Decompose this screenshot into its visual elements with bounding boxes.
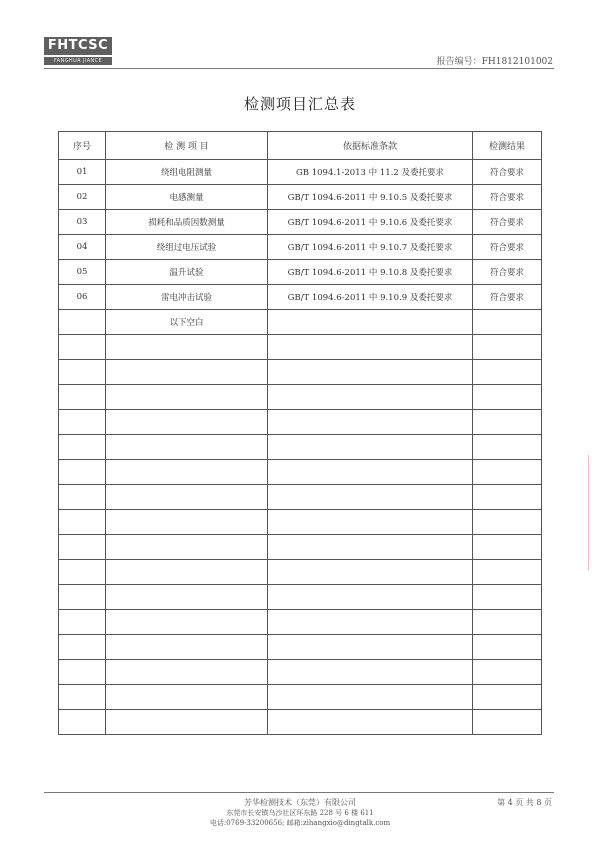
cell-number bbox=[59, 635, 106, 660]
cell-number: 05 bbox=[59, 260, 106, 285]
cell-item bbox=[106, 510, 268, 535]
table-row bbox=[59, 510, 542, 535]
cell-number bbox=[59, 360, 106, 385]
cell-result: 符合要求 bbox=[473, 210, 542, 235]
cell-number bbox=[59, 660, 106, 685]
cell-item bbox=[106, 335, 268, 360]
cell-number bbox=[59, 385, 106, 410]
cell-result bbox=[473, 710, 542, 735]
table-row bbox=[59, 710, 542, 735]
cell-result bbox=[473, 385, 542, 410]
cell-result: 符合要求 bbox=[473, 260, 542, 285]
table-row bbox=[59, 560, 542, 585]
table-row bbox=[59, 235, 542, 260]
cell-number bbox=[59, 510, 106, 535]
col-header-result: 检测结果 bbox=[473, 132, 542, 160]
cell-number bbox=[59, 710, 106, 735]
cell-item: 绕组过电压试验 bbox=[106, 235, 268, 260]
cell-standard bbox=[268, 510, 473, 535]
cell-standard: GB/T 1094.6-2011 中 9.10.8 及委托要求 bbox=[268, 260, 473, 285]
cell-item: 电感测量 bbox=[106, 185, 268, 210]
table-row bbox=[59, 410, 542, 435]
cell-result bbox=[473, 685, 542, 710]
logo-text: FHTCSC bbox=[44, 37, 112, 55]
cell-standard bbox=[268, 560, 473, 585]
logo-subtext: FANGHUA JIANCE bbox=[44, 57, 112, 65]
table-row bbox=[59, 310, 542, 335]
cell-result: 符合要求 bbox=[473, 235, 542, 260]
cell-standard bbox=[268, 460, 473, 485]
table-row bbox=[59, 260, 542, 285]
header-divider bbox=[44, 68, 554, 69]
cell-result: 符合要求 bbox=[473, 285, 542, 310]
table-header-row bbox=[59, 132, 542, 160]
cell-number bbox=[59, 585, 106, 610]
table-row bbox=[59, 610, 542, 635]
cell-result bbox=[473, 360, 542, 385]
table-row bbox=[59, 535, 542, 560]
cell-standard: GB/T 1094.6-2011 中 9.10.7 及委托要求 bbox=[268, 235, 473, 260]
footer-divider bbox=[44, 792, 554, 793]
footer-company: 芳华检测技术（东莞）有限公司 bbox=[244, 798, 356, 807]
table-row bbox=[59, 360, 542, 385]
cell-standard bbox=[268, 660, 473, 685]
cell-item bbox=[106, 410, 268, 435]
table-row bbox=[59, 485, 542, 510]
cell-standard: GB/T 1094.6-2011 中 9.10.9 及委托要求 bbox=[268, 285, 473, 310]
company-logo bbox=[44, 37, 112, 65]
cell-standard: GB 1094.1-2013 中 11.2 及委托要求 bbox=[268, 160, 473, 185]
cell-standard bbox=[268, 685, 473, 710]
table-row bbox=[59, 185, 542, 210]
cell-number bbox=[59, 410, 106, 435]
table-row bbox=[59, 585, 542, 610]
cell-number bbox=[59, 485, 106, 510]
cell-number: 02 bbox=[59, 185, 106, 210]
cell-standard bbox=[268, 485, 473, 510]
cell-item bbox=[106, 660, 268, 685]
cell-standard bbox=[268, 335, 473, 360]
cell-result bbox=[473, 560, 542, 585]
cell-standard bbox=[268, 410, 473, 435]
cell-item bbox=[106, 460, 268, 485]
table-row bbox=[59, 460, 542, 485]
cell-item bbox=[106, 685, 268, 710]
cell-result bbox=[473, 660, 542, 685]
cell-standard bbox=[268, 610, 473, 635]
cell-number bbox=[59, 685, 106, 710]
table-row bbox=[59, 635, 542, 660]
table-row bbox=[59, 335, 542, 360]
cell-result bbox=[473, 635, 542, 660]
page-title: 检测项目汇总表 bbox=[243, 95, 356, 113]
cell-number bbox=[59, 310, 106, 335]
cell-result bbox=[473, 535, 542, 560]
table-row bbox=[59, 685, 542, 710]
table-body bbox=[59, 160, 542, 735]
table-row bbox=[59, 285, 542, 310]
cell-result bbox=[473, 510, 542, 535]
cell-number bbox=[59, 560, 106, 585]
cell-item bbox=[106, 485, 268, 510]
cell-number bbox=[59, 535, 106, 560]
cell-item: 损耗和品质因数测量 bbox=[106, 210, 268, 235]
cell-item: 以下空白 bbox=[106, 310, 268, 335]
col-header-item: 检 测 项 目 bbox=[106, 132, 268, 160]
cell-result bbox=[473, 485, 542, 510]
cell-number bbox=[59, 335, 106, 360]
cell-standard bbox=[268, 435, 473, 460]
cell-standard bbox=[268, 635, 473, 660]
cell-standard: GB/T 1094.6-2011 中 9.10.6 及委托要求 bbox=[268, 210, 473, 235]
cell-standard bbox=[268, 585, 473, 610]
cell-item bbox=[106, 385, 268, 410]
cell-item bbox=[106, 710, 268, 735]
cell-result bbox=[473, 610, 542, 635]
cell-item bbox=[106, 535, 268, 560]
cell-standard bbox=[268, 310, 473, 335]
cell-number bbox=[59, 435, 106, 460]
cell-number: 03 bbox=[59, 210, 106, 235]
summary-table bbox=[58, 131, 542, 735]
cell-item bbox=[106, 635, 268, 660]
cell-item bbox=[106, 585, 268, 610]
col-header-standard: 依据标准条款 bbox=[268, 132, 473, 160]
cell-item bbox=[106, 560, 268, 585]
cell-standard: GB/T 1094.6-2011 中 9.10.5 及委托要求 bbox=[268, 185, 473, 210]
cell-item: 雷电冲击试验 bbox=[106, 285, 268, 310]
cell-standard bbox=[268, 385, 473, 410]
cell-result bbox=[473, 460, 542, 485]
cell-standard bbox=[268, 535, 473, 560]
cell-result bbox=[473, 335, 542, 360]
col-header-number: 序号 bbox=[59, 132, 106, 160]
seal-mark bbox=[588, 455, 600, 570]
cell-number bbox=[59, 460, 106, 485]
footer-address: 东莞市长安镇乌沙社区环东路 228 号 6 楼 611 bbox=[226, 809, 374, 817]
cell-item bbox=[106, 610, 268, 635]
cell-item: 温升试验 bbox=[106, 260, 268, 285]
footer-contact: 电话:0769-33200656; 邮箱:zihangxio@dingtalk.com bbox=[209, 819, 391, 827]
cell-number: 01 bbox=[59, 160, 106, 185]
page-number: 第 4 页 共 8 页 bbox=[497, 798, 552, 807]
table-row bbox=[59, 385, 542, 410]
cell-item bbox=[106, 435, 268, 460]
table-row bbox=[59, 210, 542, 235]
table-row bbox=[59, 660, 542, 685]
cell-result: 符合要求 bbox=[473, 160, 542, 185]
cell-number: 06 bbox=[59, 285, 106, 310]
cell-item bbox=[106, 360, 268, 385]
report-number: 报告编号：FH1812101002 bbox=[436, 57, 553, 67]
cell-number: 04 bbox=[59, 235, 106, 260]
table-row bbox=[59, 160, 542, 185]
cell-result bbox=[473, 585, 542, 610]
cell-standard bbox=[268, 360, 473, 385]
cell-result bbox=[473, 310, 542, 335]
cell-result bbox=[473, 435, 542, 460]
cell-standard bbox=[268, 710, 473, 735]
cell-item: 绕组电阻测量 bbox=[106, 160, 268, 185]
cell-result: 符合要求 bbox=[473, 185, 542, 210]
cell-number bbox=[59, 610, 106, 635]
table-row bbox=[59, 435, 542, 460]
cell-result bbox=[473, 410, 542, 435]
